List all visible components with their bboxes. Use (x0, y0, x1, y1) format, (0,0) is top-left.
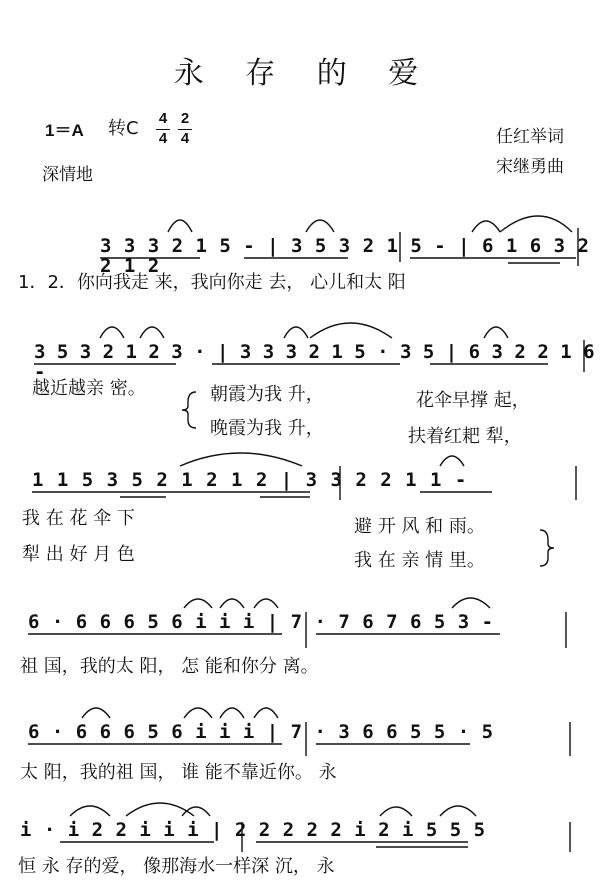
time-signature-bottom-1: 4 (158, 130, 168, 147)
lyric-line-1: 1．2．你向我走 来，我向你走 去， 心儿和太 阳 (18, 272, 406, 293)
notation-line-3: 1 1 5 3 5 2 1 2 1 2 | 3 3 2 2 1 1 - (32, 469, 468, 491)
lyric-line-4: 祖 国，我的太 阳， 怎 能和你分 离。 (20, 656, 319, 677)
tempo-mark: 深情地 (42, 165, 93, 185)
lyric-line-3c: 犁 出 好 月 色 (22, 544, 135, 565)
slur (254, 708, 278, 718)
slur (440, 456, 464, 466)
brace (182, 392, 196, 428)
slur (182, 807, 210, 816)
slur (284, 327, 308, 338)
slur (254, 599, 278, 608)
brace (540, 530, 554, 566)
notation-line-5: 6 · 6 6 6 5 6 i i i | 7 · 3 6 6 5 5 · 5 (28, 721, 494, 743)
lyric-line-5: 太 阳，我的祖 国， 谁 能不靠近你。 永 (20, 762, 337, 783)
slur (452, 598, 490, 608)
slur (500, 216, 572, 232)
slur (472, 221, 500, 232)
slur (440, 806, 476, 816)
slur (220, 599, 244, 608)
lyric-line-2a: 越近越亲 密。 (32, 378, 146, 399)
time-signature-top-2: 2 (180, 110, 190, 127)
lyric-line-3b: 避 开 风 和 雨。 (354, 516, 485, 537)
lyric-line-2d: 晚霞为我 升， (210, 418, 324, 439)
slur (82, 708, 110, 718)
slur (484, 327, 508, 338)
notation-line-2: 3 5 3 2 1 2 3 · | 3 3 3 2 1 5 · 3 5 | 6 3 2 2 1 6 - (34, 341, 595, 383)
slur (168, 220, 192, 232)
time-signature-top-1: 4 (158, 110, 168, 127)
key-signature: 1＝A (45, 121, 84, 140)
modulation-mark: 转C (108, 118, 139, 139)
lyricist-credit: 任红举词 (496, 127, 564, 147)
lyric-line-3a: 我 在 花 伞 下 (22, 508, 135, 529)
slur (180, 453, 302, 466)
slur (220, 708, 244, 718)
song-title: 永 存 的 爱 (173, 56, 435, 91)
slur (70, 806, 110, 816)
composer-credit: 宋继勇曲 (496, 157, 564, 177)
slur (306, 220, 334, 232)
slur (184, 599, 212, 608)
slur (100, 327, 124, 338)
slur (184, 708, 212, 718)
lyric-line-2e: 扶着红耙 犁， (408, 426, 522, 447)
notation-line-4: 6 · 6 6 6 5 6 i i i | 7 · 7 6 7 6 5 3 - (28, 611, 494, 633)
slur (140, 327, 164, 338)
lyric-line-2b: 朝霞为我 升， (210, 384, 324, 405)
time-signature-bottom-2: 4 (180, 130, 190, 147)
slur (380, 807, 412, 816)
notation-line-1: 3 3 3 2 1 5 - | 3 5 3 2 1 5 - | 6 1 6 3 2 2 1 2 (100, 235, 590, 277)
notation-line-6: i · i 2 2 i i i | 2 2 2 2 2 i 2 i 5 5 5 (20, 819, 486, 841)
lyric-line-2c: 花伞早撑 起， (416, 390, 530, 411)
lyric-line-6: 恒 永 存的爱， 像那海水一样深 沉， 永 (18, 856, 335, 877)
lyric-line-3d: 我 在 亲 情 里。 (354, 550, 485, 571)
slur (310, 323, 392, 338)
